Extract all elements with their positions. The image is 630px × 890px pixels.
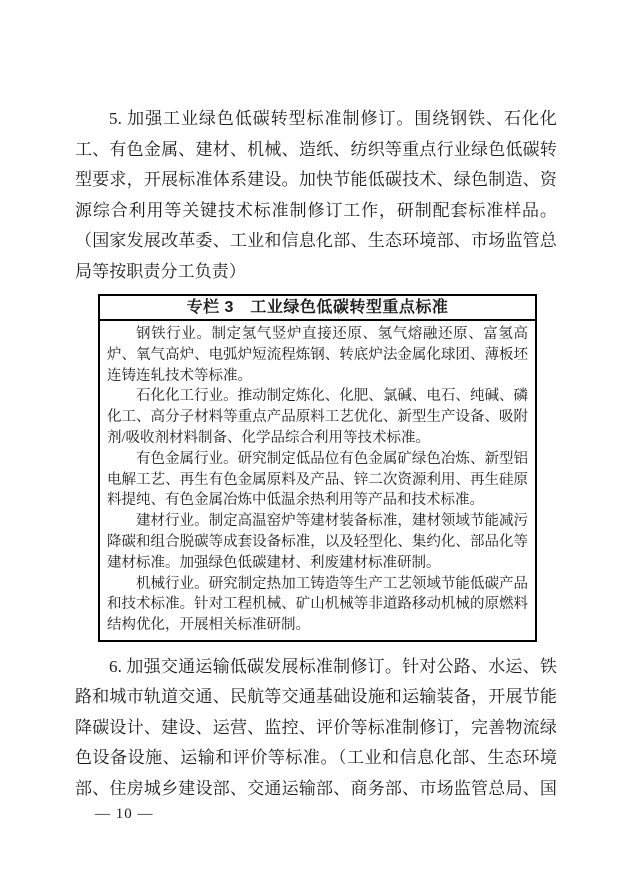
box-item-machinery: 机械行业。研究制定热加工铸造等生产工艺领域节能低碳产品和技术标准。针对工程机械、矿山机械等非道路移动机械的原燃料结构优化，开展相关标准研制。 xyxy=(107,575,528,634)
paragraph-6: 6. 加强交通运输低碳发展标准制修订。针对公路、水运、铁路和城市轨道交通、民航等交通基础设施和运输装备，开展节能降碳设计、建设、运营、监控、评价等标准制修订，完善物流绿色设备设施、运输和评价等标准。（工业和信息化部、生态环境部、住房城乡建设部、交通运输部、商务部、市场监管总局、国 xyxy=(75,656,557,798)
box-item-building-materials: 建材行业。制定高温窑炉等建材装备标准，建材领域节能减污降碳和组合脱碳等成套设备标准，以及轻型化、集约化、部品化等建材标准。加强绿色低碳建材、利废建材标准研制。 xyxy=(107,513,528,571)
box-item-petrochemical: 石化化工行业。推动制定炼化、化肥、氯碱、电石、纯碱、磷化工、高分子材料等重点产品原料工艺优化、新型生产设备、吸附剂/吸收剂材料制备、化学品综合利用等技术标准。 xyxy=(107,388,528,446)
box-body xyxy=(100,321,535,640)
box-item-steel: 钢铁行业。制定氢气竖炉直接还原、氢气熔融还原、富氢高炉、氧气高炉、电弧炉短流程炼钢、转底炉法金属化球团、薄板坯连铸连轧技术等标准。 xyxy=(107,326,528,384)
standards-box xyxy=(98,294,537,642)
page-number-footer: — 10 — xyxy=(95,806,154,822)
page-content xyxy=(75,104,557,804)
box-item-nonferrous-metals: 有色金属行业。研究制定低品位有色金属矿绿色冶炼、新型铝电解工艺、再生有色金属原料及产品、锌二次资源利用、再生硅原料提纯、有色金属冶炼中低温余热利用等产品和技术标准。 xyxy=(107,450,528,509)
box-title: 专栏 3 工业绿色低碳转型重点标准 xyxy=(100,296,535,321)
paragraph-5: 5. 加强工业绿色低碳转型标准制修订。围绕钢铁、石化化工、有色金属、建材、机械、造纸、纺织等重点行业绿色低碳转型要求，开展标准体系建设。加快节能低碳技术、绿色制造、资源综合利用等关键技术标准制修订工作，研制配套标准样品。（国家发展改革委、工业和信息化部、生态环境部、市场监管总局等按职责分工负责） xyxy=(75,109,557,281)
